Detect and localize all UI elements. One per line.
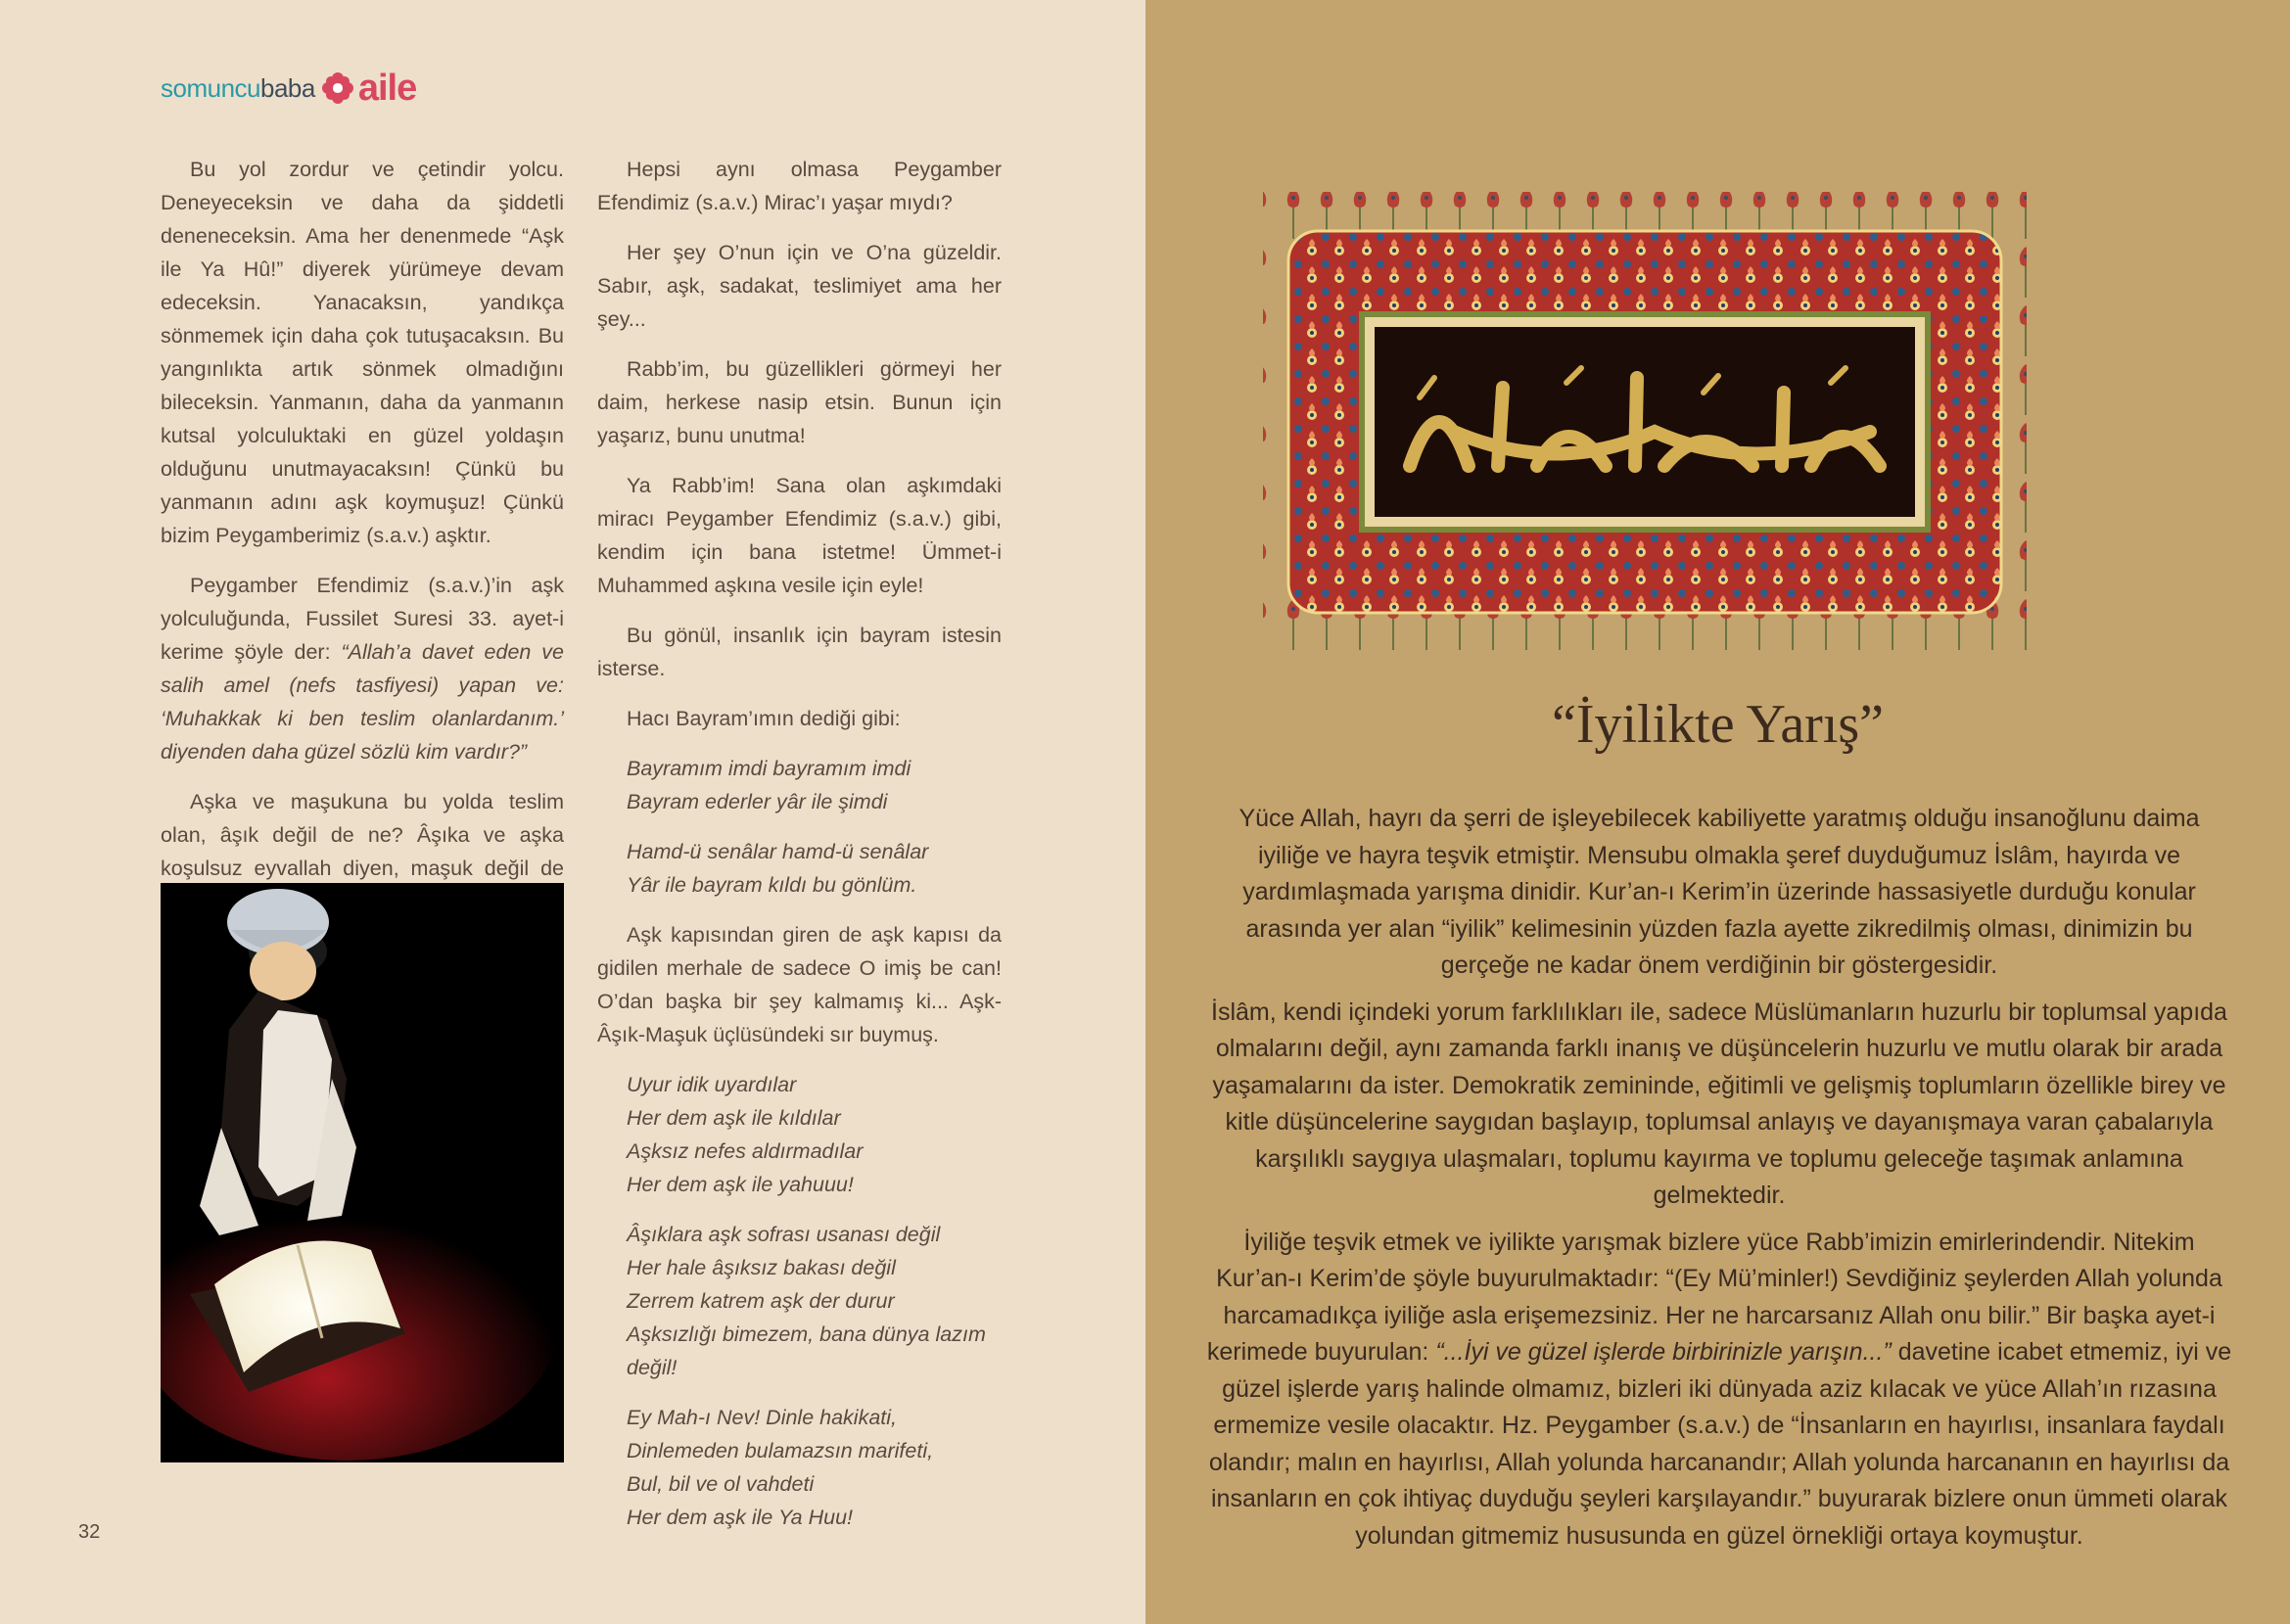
paragraph: Aşka ve maşukuna bu yolda teslim olan, âşık değil de ne? Âşıka ve aşka koşulsuz eyvallah diyen, maşuk değil de [161, 790, 564, 880]
paragraph: Bu gönül, insanlık için bayram istesin isterse. [597, 624, 1002, 680]
verse-line: Her hale âşıksız bakası değil [627, 1256, 896, 1279]
reading-boy-photo [161, 883, 564, 1462]
paragraph-intro: Peygamber Efendimiz (s.a.v.)’in aşk yolculuğunda, Fussilet Suresi 33. ayet-i kerime şöyle der: [161, 574, 564, 664]
verse-line: Aşksız nefes aldırmadılar [627, 1139, 864, 1163]
verse-line: Aşksızlığı bimezem, bana dünya lazım değil! [627, 1322, 986, 1379]
paragraph: Hacı Bayram’ımın dediği gibi: [627, 707, 901, 730]
logo-aile-text: aile [357, 67, 417, 109]
verse-line: Zerrem katrem aşk der durur [627, 1289, 895, 1313]
article-title: “İyilikte Yarış” [1551, 694, 1885, 755]
text-column-1 [161, 153, 564, 968]
verse [597, 835, 1002, 902]
verse-line: Yâr ile bayram kıldı bu gönlüm. [627, 873, 917, 897]
logo-baba-text: baba [260, 72, 315, 103]
verse-line: Her dem aşk ile kıldılar [627, 1106, 841, 1130]
paragraph: Bu yol zordur ve çetindir yolcu. Deneyeceksin ve daha da şiddetli deneneceksin. Ama her denenmede “Aşk ile Ya Hû!” diyerek yürümeye devam edeceksin. Yanacaksın, yandıkça sönmemek için daha çok tutuşacaksın. Bu yangınlıkta artık sönmek olmadığını bileceksin. Yanmanın, daha da yanmanın kutsal yolculuktaki en güzel yoldaşın olduğunu unutmayacaksın! Çünkü bu yanmanın adını aşk koymuşuz! Çünkü bizim Peygamberimiz (s.a.v.) aşktır. [161, 158, 564, 547]
paragraph: Hepsi aynı olmasa Peygamber Efendimiz (s.a.v.) Mirac’ı yaşar mıydı? [597, 158, 1002, 214]
paragraph: Aşk kapısından giren de aşk kapısı da gidilen merhale de sadece O imiş be can! O’dan başka bir şey kalmamış ki... Aşk-Âşık-Maşuk üçlüsündeki sır buymuş. [597, 923, 1002, 1046]
logo-somuncu-text: somuncu [161, 72, 260, 103]
verse-line: Her dem aşk ile yahuuu! [627, 1173, 854, 1196]
verse-line: Hamd-ü senâlar hamd-ü senâlar [627, 840, 929, 863]
paragraph-part: İyiliğe teşvik etmek ve iyilikte yarışmak bizlere yüce Rabb’imizin emirlerindendir. Nitekim Kur’an-ı Kerim’de şöyle buyurulmaktadır: “(Ey Mü’minler!) Sevdiğiniz şeylerden Allah yolunda harcamadıkça iyiliğe asla erişemezsiniz. Her ne harcarsanız Allah onu bilir.” Bir başka ayet-i kerimede buyurulan: [1206, 1228, 2222, 1366]
page-number: 32 [78, 1521, 101, 1543]
verse-line: Uyur idik uyardılar [627, 1073, 797, 1096]
verse-line: Her dem aşk ile Ya Huu! [627, 1506, 854, 1529]
text-column-2 [597, 153, 1002, 1551]
verse [597, 1218, 1002, 1384]
article-body [1206, 801, 2232, 1564]
verse-line: Ey Mah-ı Nev! Dinle hakikati, [627, 1406, 898, 1429]
verse-line: Bul, bil ve ol vahdeti [627, 1472, 815, 1496]
magazine-logo [161, 65, 416, 112]
paragraph: Rabb’im, bu güzellikleri görmeyi her daim, herkese nasip etsin. Bunun için yaşarız, bunu unutma! [597, 357, 1002, 447]
verse-line: Dinlemeden bulamazsın marifeti, [627, 1439, 934, 1462]
paragraph: Her şey O’nun için ve O’na güzeldir. Sabır, aşk, sadakat, teslimiyet ama her şey... [597, 241, 1002, 331]
verse [597, 1068, 1002, 1201]
paragraph [1206, 1225, 2232, 1555]
quote-text: “Allah’a davet eden ve salih amel (nefs tasfiyesi) yapan ve: ‘Muhakkak ki ben teslim olanlardanım.’ diyenden daha güzel sözlü kim vardır?” [161, 640, 564, 764]
verse [597, 1401, 1002, 1534]
paragraph: Yüce Allah, hayrı da şerri de işleyebilecek kabiliyette yaratmış olduğu insanoğlunu daima iyiliğe ve hayra teşvik etmiştir. Mensubu olmakla şeref duyduğumuz İslâm, hayırda ve yardımlaşmada yarışma dinidir. Kur’an-ı Kerim’in üzerinde hassasiyetle durduğu konular arasında yer alan “iyilik” kelimesinin yüzden fazla ayette zikredilmiş olması, dinimizin bu gerçeğe ne kadar önem verdiğinin bir göstergesidir. [1238, 805, 2200, 979]
calligraphy-panel [1243, 182, 2046, 672]
quote-text: “...İyi ve güzel işlerde birbirinizle yarışın...” [1435, 1338, 1892, 1366]
paragraph: Ya Rabb’im! Sana olan aşkımdaki miracı Peygamber Efendimiz (s.a.v.) gibi, kendim için bana istetme! Ümmet-i Muhammed aşkına vesile için eyle! [597, 474, 1002, 597]
verse-line: Bayramım imdi bayramım imdi [627, 757, 911, 780]
verse-line: Âşıklara aşk sofrası usanası değil [627, 1223, 941, 1246]
flower-icon [321, 71, 354, 105]
paragraph: İslâm, kendi içindeki yorum farklılıkları ile, sadece Müslümanların huzurlu bir toplumsal yapıda olmalarını değil, aynı zamanda farklı inanış ve düşüncelerin huzurlu ve mutlu olarak bir arada yaşamalarını da ister. Demokratik zemininde, eğitimli ve gelişmiş toplumların özellikle birey ve kitle düşüncelerine saygıdan başlayıp, toplumsal anlayış ve dayanışmaya varan çabalarıyla karşılıklı saygıya ulaşmaları, toplumu kayırma ve toplumu geleceğe taşımak anlamına gelmektedir. [1211, 998, 2227, 1209]
paragraph-part: davetine icabet etmemiz, iyi ve güzel işlerde yarış halinde olmamız, bizleri iki dünyada aziz kılacak ve yüce Allah’ın rızasına ermemize vesile olacaktır. Hz. Peygamber (s.a.v.) de “İnsanların en hayırlısı, insanlara faydalı olandır; malın en hayırlısı, Allah yolunda harcanandır; Allah yolunda harcananın en hayırlısı da insanların en çok ihtiyaç duyduğu şeyleri karşılayandır.” buyurarak bizlere onun ümmeti olarak yolundan gitmemiz hususunda en güzel örnekliği ortaya koymuştur. [1208, 1338, 2232, 1550]
verse-line: Bayram ederler yâr ile şimdi [627, 790, 888, 813]
paragraph [161, 569, 564, 768]
verse [597, 752, 1002, 818]
